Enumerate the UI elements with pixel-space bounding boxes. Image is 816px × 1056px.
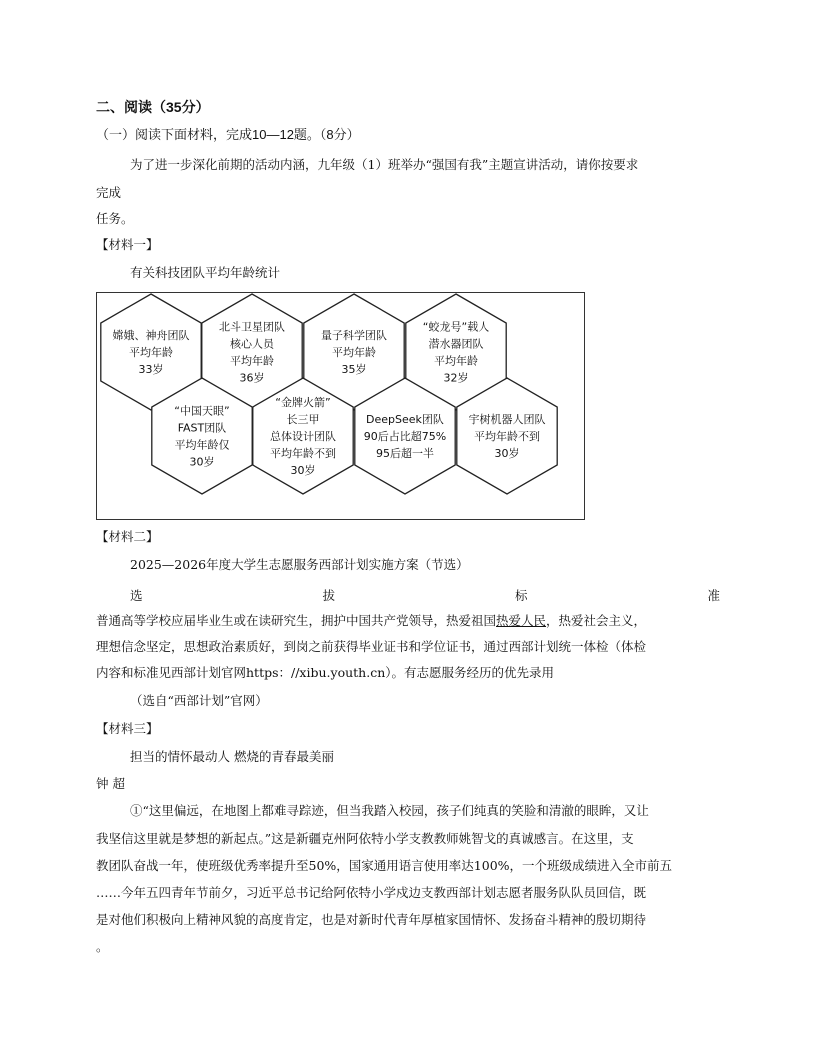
criteria-text	[96, 612, 646, 630]
hexagon-label: 量子科学团队	[321, 329, 387, 342]
criteria-text: 内容和标准见西部计划官网https：//xibu.youth.cn）。有志愿服务经历的优先录用	[96, 665, 554, 680]
hexagon-label: 平均年龄	[332, 346, 376, 359]
hexagon-label: 平均年龄不到	[270, 447, 336, 460]
section-title: 二、阅读（35分）	[96, 99, 210, 115]
intro-text: 为了进一步深化前期的活动内涵，九年级（1）班举办“强国有我”主题宣讲活动，请你按要求	[130, 157, 639, 172]
hexagon-label: “中国天眼”	[174, 404, 230, 418]
material-label: 【材料二】	[96, 529, 159, 544]
criteria-char: 拔	[322, 588, 335, 603]
hexagon-label: 30岁	[290, 464, 316, 477]
hexagon-label: 平均年龄不到	[474, 430, 540, 443]
criteria-char: 标	[514, 588, 528, 603]
material-label: 【材料三】	[96, 721, 159, 736]
hexagon-label: 平均年龄	[129, 346, 173, 359]
author: 钟 超	[96, 776, 125, 791]
hexagon-label: 90后占比超75%	[363, 430, 447, 443]
figure-caption: 有关科技团队平均年龄统计	[130, 265, 281, 280]
hexagon-label: 36岁	[239, 371, 265, 385]
team-age-figure	[96, 292, 585, 520]
paragraph-line: 我坚信这里就是梦想的新起点。”这是新疆克州阿依特小学支教教师姚智戈的真诚感言。在这里，支	[96, 831, 634, 846]
material-title: 2025—2026年度大学生志愿服务西部计划实施方案（节选）	[130, 557, 469, 572]
criteria-char: 准	[707, 588, 720, 603]
text-segment: ，热爱社会主义，	[546, 613, 647, 628]
hexagon-label: “蛟龙号”载人	[422, 320, 490, 334]
hexagon-label: 北斗卫星团队	[219, 320, 285, 334]
hexagon-label: 核心人员	[230, 337, 274, 351]
paragraph-line: ①“这里偏远，在地图上都难寻踪迹，但当我踏入校园，孩子们纯真的笑脸和清澈的眼眸，又让	[130, 803, 649, 818]
hexagon-label: 33岁	[138, 363, 164, 376]
hexagon-label: 30岁	[189, 455, 215, 469]
hexagon-label: 嫦娥、神舟团队	[112, 329, 190, 342]
hexagon-label: 35岁	[341, 363, 367, 376]
paragraph-line: 是对他们积极向上精神风貌的高度肯定，也是对新时代青年厚植家国情怀、发扬奋斗精神的殷切期待	[96, 912, 647, 927]
intro-text: 完成	[96, 185, 122, 200]
criteria-char: 选	[130, 588, 143, 603]
hexagon-label: 30岁	[494, 447, 520, 460]
intro-text: 任务。	[96, 211, 134, 226]
hexagon-grid	[97, 293, 583, 518]
criteria-text: 理想信念坚定，思想政治素质好，到岗之前获得毕业证书和学位证书，通过西部计划统一体检（体检	[96, 639, 647, 654]
paragraph-line: 教团队奋战一年，使班级优秀率提升至50%，国家通用语言使用率达100%，一个班级成绩进入全市前五	[96, 858, 673, 873]
hexagon-label: 32岁	[443, 371, 469, 385]
hexagon-label: 宇树机器人团队	[468, 413, 546, 426]
hexagon-label: 总体设计团队	[270, 430, 336, 443]
text-segment: 普通高等学校应届毕业生或在读研究生，拥护中国共产党领导，热爱祖国	[96, 613, 497, 628]
underlined-text: 热爱人民	[496, 613, 547, 628]
paragraph-line: ……今年五四青年节前夕，习近平总书记给阿依特小学戍边支教西部计划志愿者服务队队员回信，既	[96, 885, 647, 900]
hexagon-label: 平均年龄	[230, 354, 274, 368]
hexagon-label: FAST团队	[177, 421, 227, 435]
paragraph-line: 。	[96, 939, 109, 954]
subsection-heading: （一）阅读下面材料，完成10—12题。（8分）	[96, 127, 360, 142]
hexagon-label: 平均年龄	[434, 354, 478, 368]
hexagon-label: 潜水器团队	[428, 337, 484, 351]
source-note: （选自“西部计划”官网）	[130, 693, 268, 708]
hexagon-label: 平均年龄仅	[174, 438, 230, 452]
hexagon-label: 95后超一半	[376, 447, 434, 460]
material-label: 【材料一】	[96, 237, 159, 252]
hexagon-label: 长三甲	[286, 413, 320, 426]
selection-criteria-heading	[130, 586, 720, 604]
hexagon-label: DeepSeek团队	[366, 413, 444, 426]
article-title: 担当的情怀最动人 燃烧的青春最美丽	[130, 749, 334, 764]
hexagon-label: “金牌火箭”	[275, 396, 331, 409]
